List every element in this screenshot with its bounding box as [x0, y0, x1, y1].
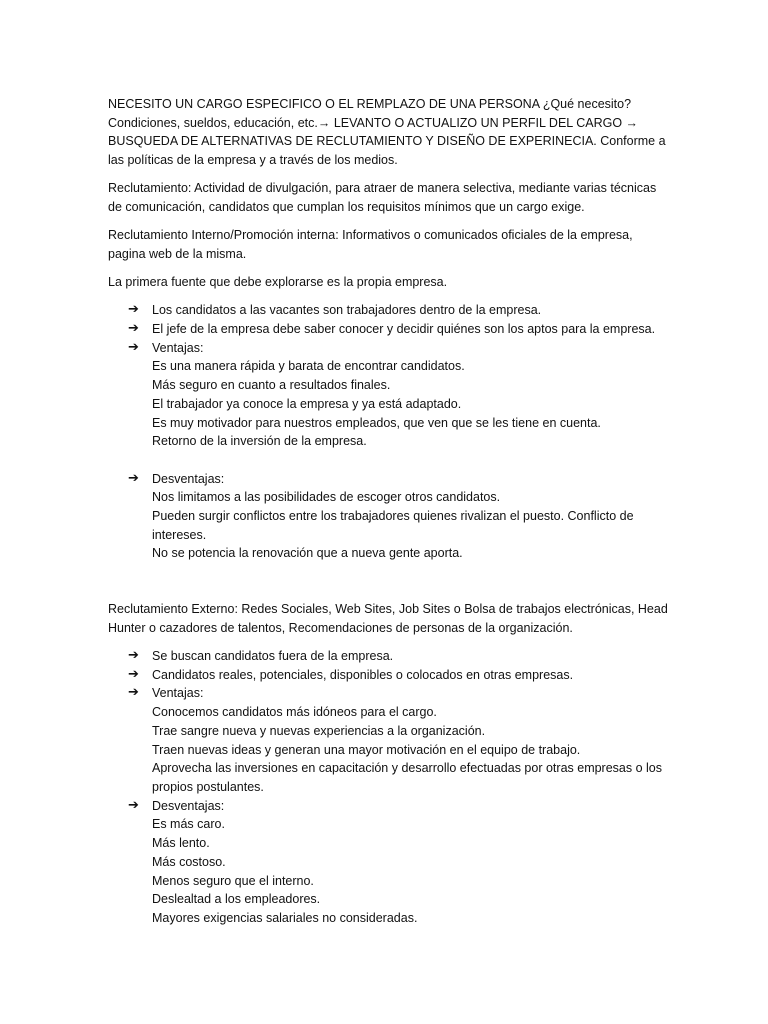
reclutamiento-definition: Reclutamiento: Actividad de divulgación, para atraer de manera selectiva, mediante varias técnicas de comunicación, candidatos que cumplan los requisitos mínimos que un cargo exige. — [108, 181, 657, 215]
list-item-text: Los candidatos a las vacantes son trabajadores dentro de la empresa. — [152, 303, 542, 318]
ventaja-item: Más seguro en cuanto a resultados finales. — [152, 378, 391, 393]
list-item — [108, 666, 668, 685]
ventaja-item: Es una manera rápida y barata de encontrar candidatos. — [152, 359, 465, 374]
desventajas-label: Desventajas: — [152, 798, 225, 813]
ventaja-item: Conocemos candidatos más idóneos para el cargo. — [152, 705, 437, 720]
spacer — [108, 451, 668, 470]
externo-heading: Reclutamiento Externo: Redes Sociales, Web Sites, Job Sites o Bolsa de trabajos electrónicas, Head Hunter o cazadores de talentos, Recomendaciones de personas de la organización. — [108, 602, 668, 635]
list-item — [108, 320, 668, 339]
externo-list — [108, 647, 668, 928]
ventaja-item: El trabajador ya conoce la empresa y ya está adaptado. — [152, 396, 462, 411]
list-item-text: Candidatos reales, potenciales, disponibles o colocados en otras empresas. — [152, 667, 574, 682]
list-item — [108, 797, 668, 928]
document-body — [108, 95, 668, 928]
desventaja-item: Mayores exigencias salariales no consideradas. — [152, 910, 418, 925]
interno-source: La primera fuente que debe explorarse es la propia empresa. — [108, 275, 448, 290]
list-item-text: Se buscan candidatos fuera de la empresa. — [152, 649, 394, 664]
list-item-text: El jefe de la empresa debe saber conocer y decidir quiénes son los aptos para la empresa. — [152, 322, 656, 337]
list-item — [108, 301, 668, 320]
desventaja-item: Más costoso. — [152, 854, 226, 869]
right-arrow-icon: ➔ — [128, 666, 139, 682]
desventaja-item: Pueden surgir conflictos entre los trabajadores quienes rivalizan el puesto. Conflicto de intereses. — [152, 509, 634, 542]
list-item — [108, 339, 668, 451]
right-arrow-icon: ➔ — [128, 797, 139, 813]
section-spacer — [108, 563, 668, 600]
ventaja-item: Trae sangre nueva y nuevas experiencias a la organización. — [152, 723, 486, 738]
ventaja-item: Traen nuevas ideas y generan una mayor motivación en el equipo de trabajo. — [152, 742, 581, 757]
ventaja-item: Aprovecha las inversiones en capacitación y desarrollo efectuadas por otras empresas o los propios postulantes. — [152, 761, 662, 794]
ventaja-item: Es muy motivador para nuestros empleados, que ven que se les tiene en cuenta. — [152, 415, 601, 430]
list-item — [108, 684, 668, 796]
desventaja-item: No se potencia la renovación que a nueva gente aporta. — [152, 546, 463, 561]
right-arrow-icon: ➔ — [128, 648, 139, 664]
ventajas-label: Ventajas: — [152, 686, 204, 701]
desventaja-item: Deslealtad a los empleadores. — [152, 892, 321, 907]
desventaja-item: Más lento. — [152, 836, 210, 851]
list-item — [108, 647, 668, 666]
right-arrow-icon: ➔ — [128, 685, 139, 701]
desventajas-label: Desventajas: — [152, 471, 225, 486]
right-arrow-icon: ➔ — [128, 321, 139, 337]
interno-heading: Reclutamiento Interno/Promoción interna: Informativos o comunicados oficiales de la empresa, pagina web de la misma. — [108, 228, 633, 261]
desventaja-item: Nos limitamos a las posibilidades de escoger otros candidatos. — [152, 490, 501, 505]
right-arrow-icon: ➔ — [128, 470, 139, 486]
intro-paragraph: NECESITO UN CARGO ESPECIFICO O EL REMPLAZO DE UNA PERSONA ¿Qué necesito? Condiciones, sueldos, educación, etc.→ LEVANTO O ACTUALIZO UN PERFIL DEL CARGO → BUSQUEDA DE ALTERNATIVAS DE RECLUTAMIENTO Y DISEÑO DE EXPERINECIA. Conforme a las políticas de la empresa y a través de los medios. — [108, 97, 666, 168]
desventaja-item: Menos seguro que el interno. — [152, 873, 314, 888]
right-arrow-icon: ➔ — [128, 339, 139, 355]
ventajas-label: Ventajas: — [152, 340, 204, 355]
right-arrow-icon: ➔ — [128, 302, 139, 318]
desventaja-item: Es más caro. — [152, 817, 225, 832]
list-item — [108, 470, 668, 564]
ventaja-item: Retorno de la inversión de la empresa. — [152, 434, 367, 449]
interno-list — [108, 301, 668, 563]
